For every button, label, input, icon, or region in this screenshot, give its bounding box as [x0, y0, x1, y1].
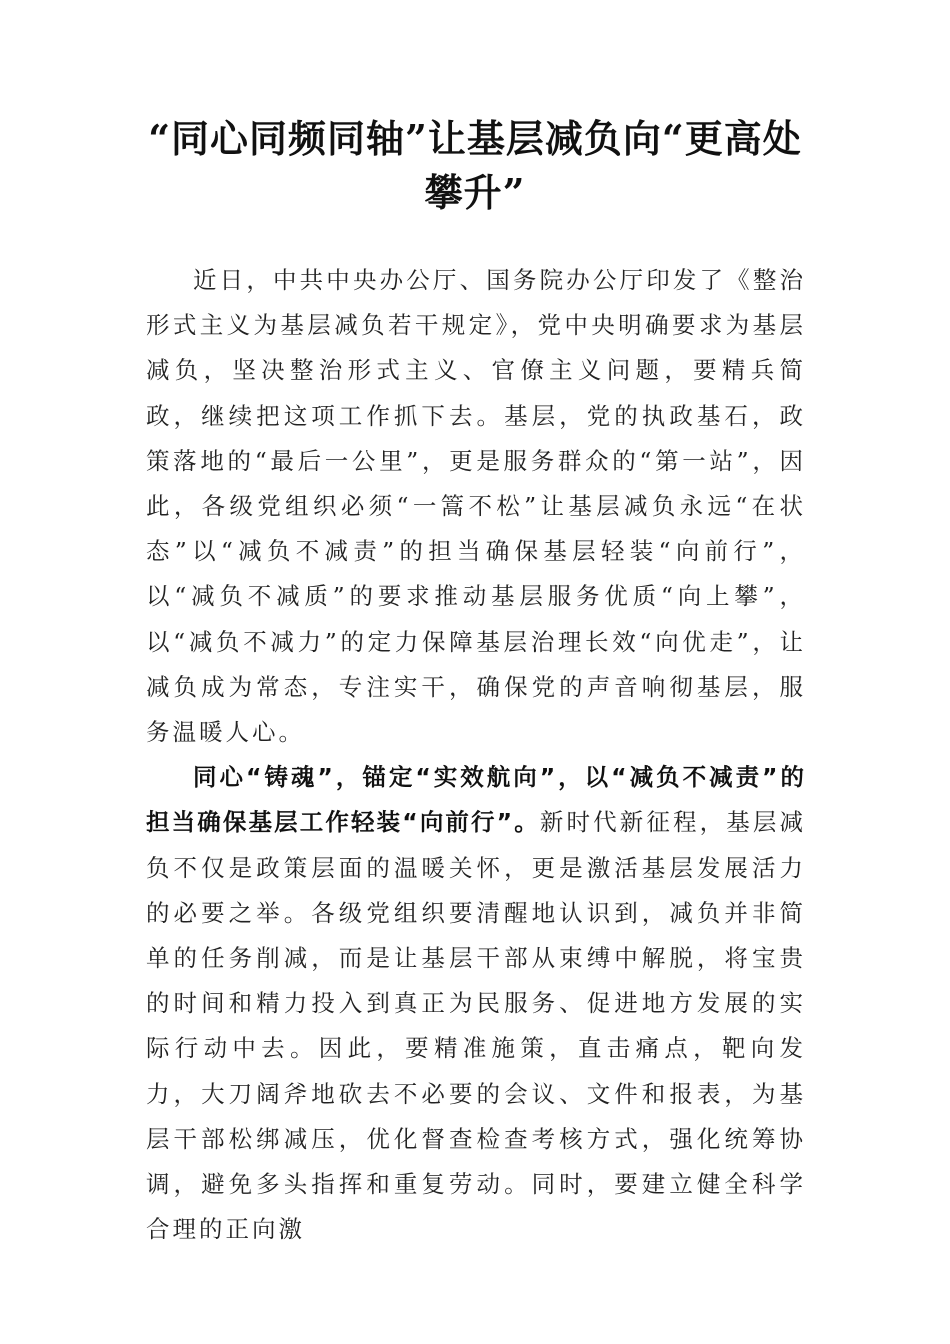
document-title: “同心同频同轴”让基层减负向“更高处攀升” [148, 116, 802, 215]
paragraph-intro-text: 近日，中共中央办公厅、国务院办公厅印发了《整治形式主义为基层减负若干规定》，党中央明确要求为基层减负，坚决整治形式主义、官僚主义问题，要精兵简政，继续把这项工作抓下去。基层，党的执政基石，政策落地的“最后一公里”，更是服务群众的“第一站”，因此，各级党组织必须“一篙不松”让基层减负永远“在状态”以“减负不减责”的担当确保基层轻装“向前行”，以“减负不减质”的要求推动基层服务优质“向上攀”，以“减负不减力”的定力保障基层治理长效“向优走”，让减负成为常态，专注实干，确保党的声音响彻基层，服务温暖人心。 [146, 266, 806, 747]
paragraph-intro [146, 258, 806, 755]
paragraph-section-1 [146, 755, 806, 1252]
section-1-heading: 同心“铸魂”，锚定“实效航向”，以“减负不减责”的担当确保基层工作轻装“向前行”。 [146, 763, 806, 837]
section-1-text: 新时代新征程，基层减负不仅是政策层面的温暖关怀，更是激活基层发展活力的必要之举。各级党组织要清醒地认识到，减负并非简单的任务削减，而是让基层干部从束缚中解脱，将宝贵的时间和精力投入到真正为民服务、促进地方发展的实际行动中去。因此，要精准施策，直击痛点，靶向发力，大刀阔斧地砍去不必要的会议、文件和报表，为基层干部松绑减压，优化督查检查考核方式，强化统筹协调，避免多头指挥和重复劳动。同时，要建立健全科学合理的正向激 [146, 808, 807, 1244]
document-body [146, 258, 806, 1252]
